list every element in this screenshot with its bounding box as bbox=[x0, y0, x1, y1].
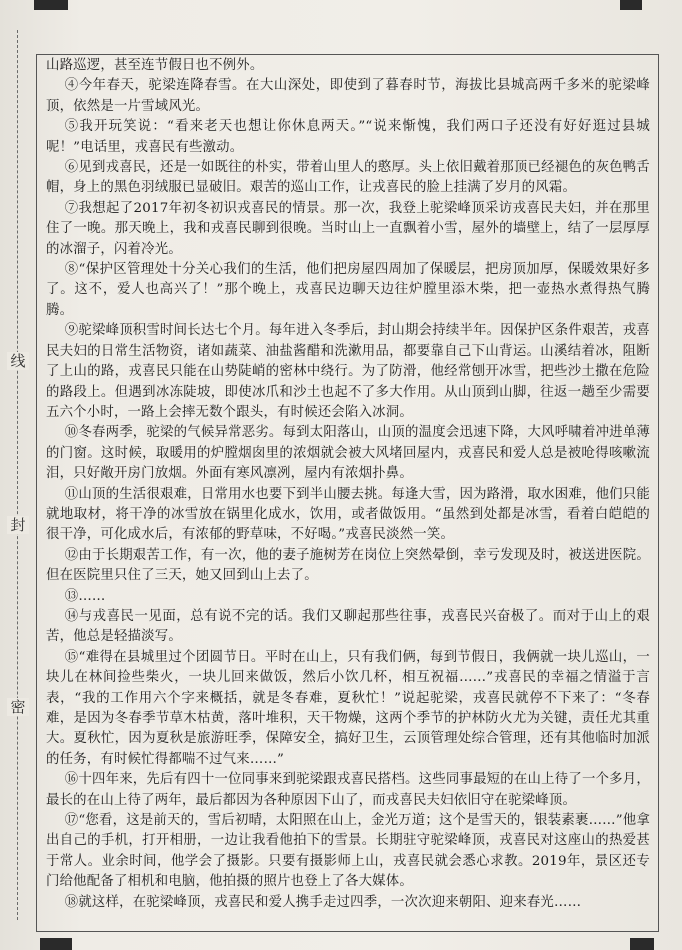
paragraph-18: ⑱就这样，在驼梁峰顶，戎喜民和爱人携手走过四季，一次次迎来朝阳、迎来春光…… bbox=[64, 894, 582, 910]
paragraph-9: ⑨驼梁峰顶积雪时间长达七个月。每年进入冬季后，封山期会持续半年。因保护区条件艰苦，戎喜民夫妇的日常生活物资，诸如蔬菜、油盐酱醋和洗漱用品，都要靠自己下山背运。山溪结着冰，阻断了上山的路，戎喜民只能在山势陡峭的密林中绕行。为了防滑，他经常刨开冰雪，把些沙土撒在危险的路段上。但遇到冰冻陡坡，即使冰爪和沙土也起不了多大作用。从山顶到山脚，往返一趟至少需要五六个小时，一路上会摔无数个跟头，有时候还会陷入冰洞。 bbox=[46, 323, 650, 420]
paragraph-16: ⑯十四年来，先后有四十一位同事来到驼梁跟戎喜民搭档。这些同事最短的在山上待了一个多月，最长的在山上待了两年，最后都因为各种原因下山了，而戎喜民夫妇依旧守在驼梁峰顶。 bbox=[46, 772, 650, 808]
paragraph-11: ⑪山顶的生活很艰难，日常用水也要下到半山腰去挑。每逢大雪，因为路滑，取水困难，他们只能就地取材，将干净的冰雪放在锅里化成水，饮用，或者做饭用。“虽然到处都是冰雪，看着白皑皑的很干净，可化成水后，有浓郁的野草味，不好喝。”戎喜民淡然一笑。 bbox=[46, 486, 650, 543]
paragraph-7: ⑦我想起了2017年初冬初识戎喜民的情景。那一次，我登上驼梁峰顶采访戎喜民夫妇，并在那里住了一晚。那天晚上，我和戎喜民聊到很晚。当时山上一直飘着小雪，屋外的墙壁上，结了一层厚厚的冰溜子，闪着冷光。 bbox=[46, 200, 650, 257]
binding-line bbox=[17, 30, 18, 920]
binding-label-line: 线 bbox=[7, 352, 29, 370]
paragraph-14: ⑭与戎喜民一见面，总有说不完的话。我们又聊起那些往事，戎喜民兴奋极了。而对于山上的艰苦，他总是轻描淡写。 bbox=[46, 608, 650, 645]
binding-label-seal: 封 bbox=[7, 516, 29, 534]
paragraph-continued: 山路巡逻，甚至连节假日也不例外。 bbox=[46, 58, 264, 73]
paragraph-10: ⑩冬春两季，驼梁的气候异常恶劣。每到太阳落山，山顶的温度会迅速下降，大风呼啸着冲进单薄的门窗。这时候，取暖用的炉膛烟囱里的浓烟就会被大风堵回屋内，戎喜民和爱人总是被呛得咳嗽流泪，只好敞开房门放烟。外面有寒风凛冽，屋内有浓烟扑鼻。 bbox=[46, 425, 650, 482]
paragraph-17: ⑰“您看，这是前天的，雪后初晴，太阳照在山上，金光万道；这个是雪天的，银装素裹……”他拿出自己的手机，打开相册，一边让我看他拍下的雪景。长期驻守驼梁峰顶，戎喜民对这座山的热爱甚于常人。业余时间，他学会了摄影。只要有摄影师上山，戎喜民就会悉心求教。2019年，景区还专门给他配备了相机和电脑，他拍摄的照片也登上了各大媒体。 bbox=[46, 813, 650, 890]
bottom-scan-marks bbox=[0, 936, 682, 950]
binding-label-secret: 密 bbox=[7, 698, 29, 716]
paragraph-4: ④今年春天，驼梁连降春雪。在大山深处，即使到了暮春时节，海拔比县城高两千多米的驼梁峰顶，依然是一片雪域风光。 bbox=[46, 78, 650, 114]
article-text bbox=[46, 56, 650, 926]
paragraph-6: ⑥见到戎喜民，还是一如既往的朴实，带着山里人的憨厚。头上依旧戴着那顶已经褪色的灰色鸭舌帽，身上的黑色羽绒服已显破旧。艰苦的巡山工作，让戎喜民的脸上挂满了岁月的风霜。 bbox=[46, 160, 650, 196]
paragraph-12: ⑫由于长期艰苦工作，有一次，他的妻子施树芳在岗位上突然晕倒，幸亏发现及时，被送进医院。但在医院里只住了三天，她又回到山上去了。 bbox=[46, 547, 650, 584]
paragraph-15: ⑮“难得在县城里过个团圆节日。平时在山上，只有我们俩，每到节假日，我俩就一块儿巡山，一块儿在林间捡些柴火，一块儿回来做饭，然后小饮几杯，相互祝福……”戎喜民的幸福之情溢于言表，“我的工作用六个字来概括，就是冬春难，夏秋忙！”说起驼梁，戎喜民就停不下来了：“冬春难，是因为冬春季节草木枯黄，落叶堆积，天干物燥，这两个季节的护林防火尤为关键，责任尤其重大。夏秋忙，因为夏秋是旅游旺季，保障安全，搞好卫生，云顶管理处综合管理，还有其他临时加派的任务，有时候忙得都喘不过气来……” bbox=[46, 649, 650, 767]
paragraph-8: ⑧“保护区管理处十分关心我们的生活，他们把房屋四周加了保暖层，把房顶加厚，保暖效果好多了。这不，爱人也高兴了！”那个晚上，戎喜民边聊天边往炉膛里添木柴，把一壶热水煮得热气腾腾。 bbox=[46, 262, 650, 318]
paragraph-13: ⑬…… bbox=[64, 588, 106, 604]
paragraph-5: ⑤我开玩笑说：“看来老天也想让你休息两天。”“说来惭愧，我们两口子还没有好好逛过县城呢！”电话里，戎喜民有些激动。 bbox=[46, 119, 650, 155]
top-scan-marks bbox=[0, 0, 682, 14]
